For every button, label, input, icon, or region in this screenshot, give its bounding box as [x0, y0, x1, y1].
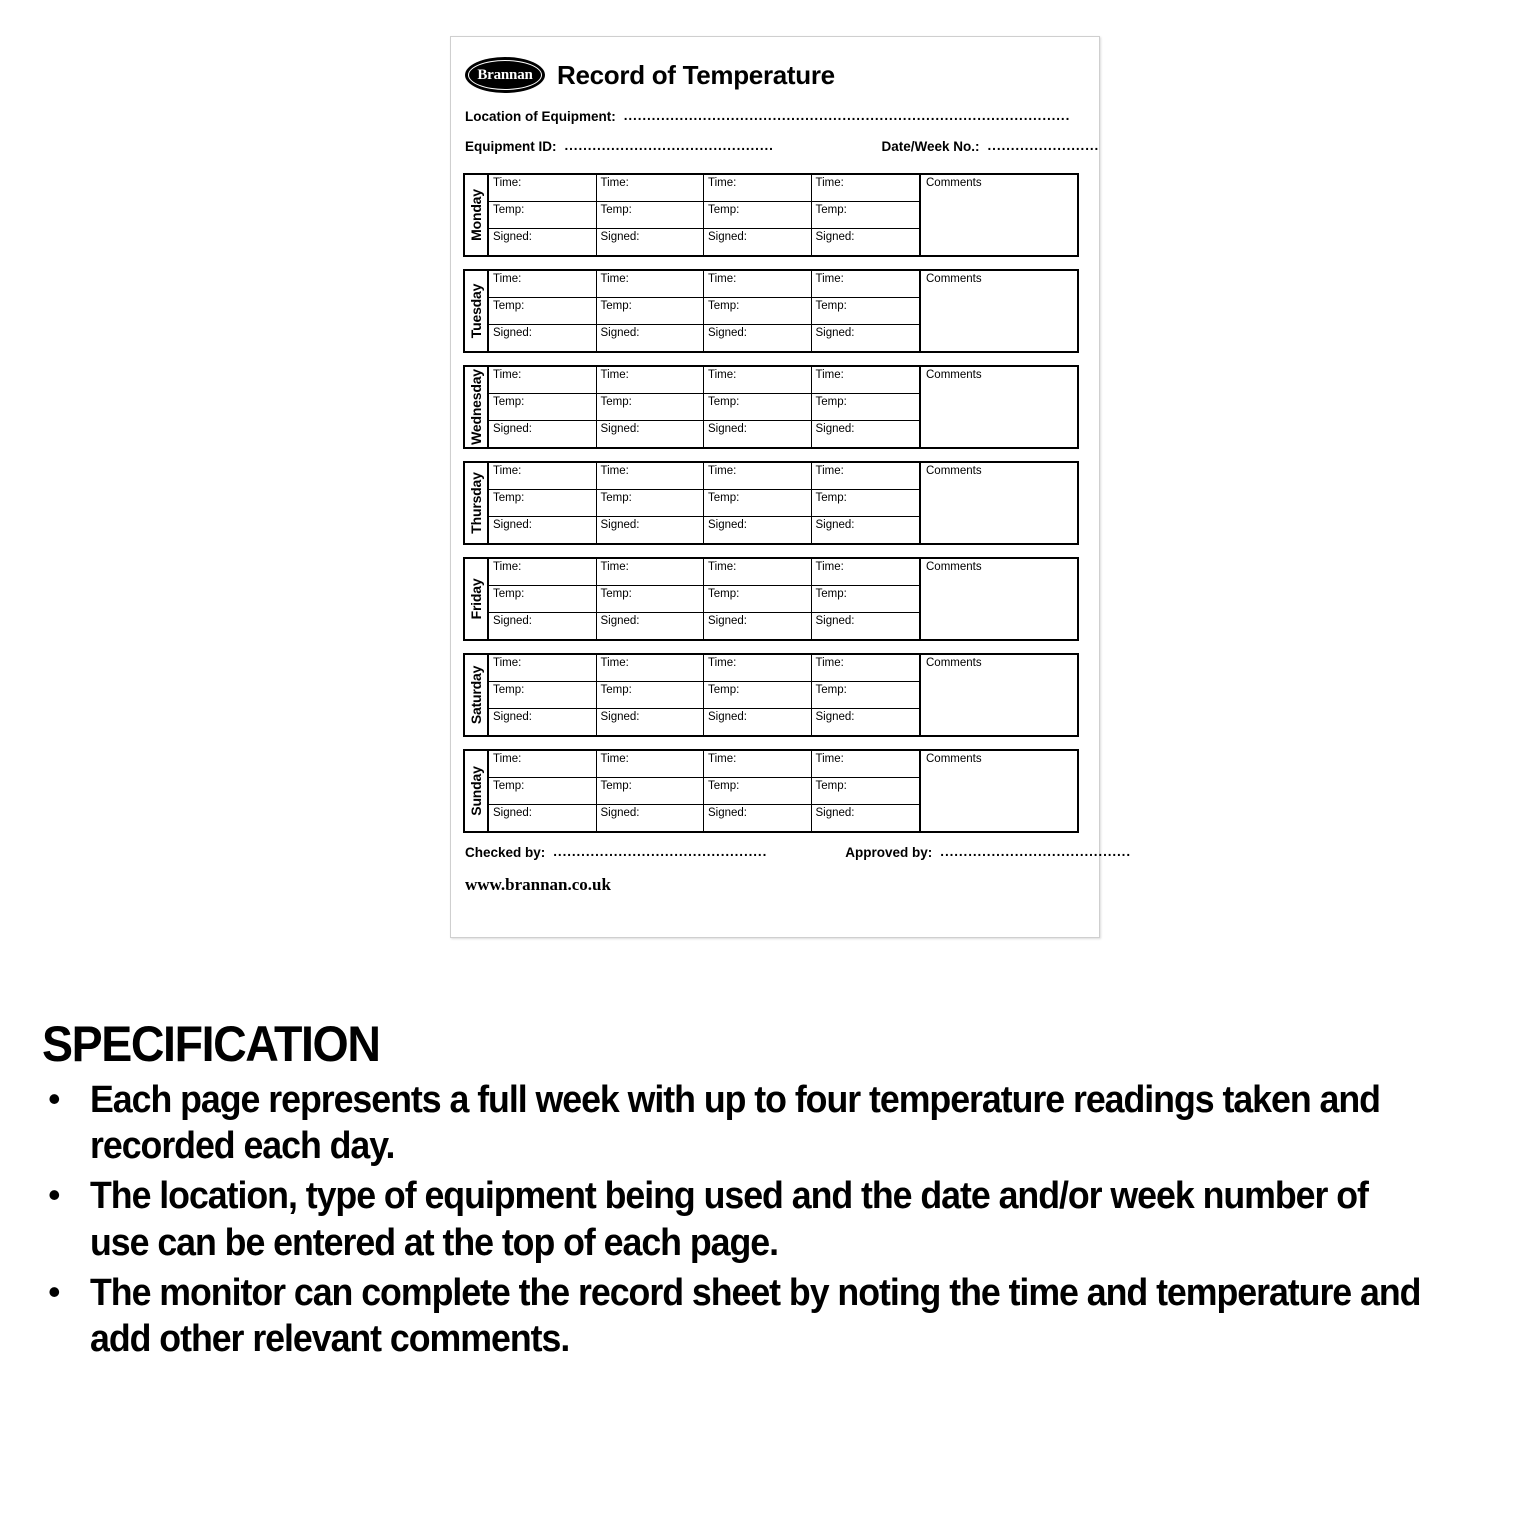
day-label-cell [465, 559, 489, 639]
day-block [463, 653, 1079, 737]
time-field[interactable]: Time: [704, 175, 811, 202]
time-field[interactable]: Time: [812, 751, 920, 778]
temp-field[interactable]: Temp: [489, 394, 596, 421]
time-field[interactable]: Time: [489, 175, 596, 202]
approved-by-input[interactable]: ......................................... [940, 844, 1131, 859]
specification-section [42, 1018, 1442, 1367]
signed-field[interactable]: Signed: [708, 807, 748, 819]
reading-columns [489, 559, 919, 639]
signed-field[interactable]: Signed: [708, 711, 748, 723]
time-field[interactable]: Time: [597, 655, 704, 682]
bullet-icon: • [48, 1270, 61, 1312]
temp-field[interactable]: Temp: [812, 490, 920, 517]
temp-field[interactable]: Temp: [597, 586, 704, 613]
day-block [463, 461, 1079, 545]
temp-field[interactable]: Temp: [489, 778, 596, 805]
reading-column [489, 175, 597, 255]
temp-field[interactable]: Temp: [704, 682, 811, 709]
temp-field[interactable]: Temp: [597, 490, 704, 517]
equipment-id-input[interactable]: ............................................. [564, 138, 774, 153]
day-label-cell [465, 463, 489, 543]
time-field[interactable]: Time: [597, 175, 704, 202]
comments-field[interactable]: Comments [919, 463, 1077, 543]
temp-field[interactable]: Temp: [704, 202, 811, 229]
day-label: Monday [468, 189, 484, 241]
meta-fields [465, 108, 1100, 169]
signed-field[interactable]: Signed: [708, 423, 748, 435]
reading-column [704, 463, 812, 543]
time-field[interactable]: Time: [489, 559, 596, 586]
day-label: Thursday [468, 472, 484, 534]
comments-field[interactable]: Comments [919, 271, 1077, 351]
temp-field[interactable]: Temp: [489, 298, 596, 325]
approved-by-label: Approved by: [845, 845, 933, 860]
temp-field[interactable]: Temp: [489, 490, 596, 517]
comments-field[interactable]: Comments [919, 655, 1077, 735]
time-field[interactable]: Time: [704, 655, 811, 682]
reading-column [812, 367, 920, 447]
day-label: Friday [468, 578, 484, 620]
reading-column [704, 175, 812, 255]
temp-field[interactable]: Temp: [812, 394, 920, 421]
reading-columns [489, 463, 919, 543]
day-block [463, 749, 1079, 833]
reading-column [489, 271, 597, 351]
sign-off-row [465, 844, 1131, 860]
specification-item-text: The monitor can complete the record sheet by noting the time and temperature and add other relevant comments. [90, 1271, 1421, 1361]
signed-field[interactable]: Signed: [815, 327, 855, 339]
location-of-equipment-row [465, 109, 1085, 139]
reading-column [704, 655, 812, 735]
signed-field[interactable]: Signed: [815, 231, 855, 243]
specification-heading: SPECIFICATION [42, 1016, 380, 1072]
reading-column [489, 463, 597, 543]
reading-column [489, 559, 597, 639]
reading-column [704, 367, 812, 447]
signed-field[interactable]: Signed: [493, 519, 533, 531]
signed-field[interactable]: Signed: [600, 711, 640, 723]
day-label: Tuesday [468, 283, 484, 339]
reading-column [704, 271, 812, 351]
time-field[interactable]: Time: [489, 655, 596, 682]
reading-column [597, 271, 705, 351]
comments-field[interactable]: Comments [919, 175, 1077, 255]
day-label-cell [465, 751, 489, 831]
reading-column [812, 271, 920, 351]
signed-field[interactable]: Signed: [815, 807, 855, 819]
comments-field[interactable]: Comments [919, 751, 1077, 831]
day-block [463, 269, 1079, 353]
day-block [463, 173, 1079, 257]
temp-field[interactable]: Temp: [489, 202, 596, 229]
temp-field[interactable]: Temp: [489, 586, 596, 613]
day-block [463, 365, 1079, 449]
temp-field[interactable]: Temp: [489, 682, 596, 709]
day-label-cell [465, 271, 489, 351]
time-field[interactable]: Time: [489, 463, 596, 490]
temp-field[interactable]: Temp: [704, 394, 811, 421]
time-field[interactable]: Time: [597, 751, 704, 778]
reading-column [704, 751, 812, 831]
signed-field[interactable]: Signed: [600, 231, 640, 243]
reading-column [489, 367, 597, 447]
time-field[interactable]: Time: [489, 271, 596, 298]
card-header [465, 53, 1085, 97]
signed-field[interactable]: Signed: [600, 519, 640, 531]
record-of-temperature-card [450, 36, 1131, 938]
signed-field[interactable]: Signed: [493, 711, 533, 723]
brand-logo-label: Brannan [477, 66, 533, 83]
time-field[interactable]: Time: [812, 367, 920, 394]
signed-field[interactable]: Signed: [493, 327, 533, 339]
temp-field[interactable]: Temp: [704, 778, 811, 805]
checked-by-label: Checked by: [465, 845, 546, 860]
time-field[interactable]: Time: [489, 367, 596, 394]
day-label: Wednesday [468, 369, 484, 445]
time-field[interactable]: Time: [597, 463, 704, 490]
signed-field[interactable]: Signed: [493, 807, 533, 819]
day-label-cell [465, 367, 489, 447]
time-field[interactable]: Time: [704, 367, 811, 394]
time-field[interactable]: Time: [597, 559, 704, 586]
location-of-equipment-label: Location of Equipment: [465, 109, 616, 124]
equipment-id-label: Equipment ID: [465, 139, 557, 154]
signed-field[interactable]: Signed: [493, 231, 533, 243]
reading-column [812, 463, 920, 543]
specification-item [42, 1270, 1442, 1363]
day-label-cell [465, 655, 489, 735]
signed-field[interactable]: Signed: [600, 615, 640, 627]
time-field[interactable]: Time: [704, 463, 811, 490]
temp-field[interactable]: Temp: [704, 298, 811, 325]
website-link[interactable]: www.brannan.co.uk [465, 875, 611, 894]
weekly-record-table [463, 173, 1079, 845]
time-field[interactable]: Time: [704, 751, 811, 778]
specification-item-text: The location, type of equipment being used and the date and/or week number of use can be entered at the top of each page. [90, 1175, 1368, 1264]
specification-item [42, 1077, 1442, 1170]
signed-field[interactable]: Signed: [815, 423, 855, 435]
temp-field[interactable]: Temp: [597, 298, 704, 325]
date-week-no-input[interactable]: ........................ [987, 138, 1100, 153]
reading-column [597, 751, 705, 831]
reading-column [597, 367, 705, 447]
time-field[interactable]: Time: [597, 367, 704, 394]
specification-item [42, 1173, 1442, 1266]
reading-column [812, 559, 920, 639]
reading-column [597, 463, 705, 543]
signed-field[interactable]: Signed: [708, 231, 748, 243]
day-label: Saturday [468, 665, 484, 725]
time-field[interactable]: Time: [812, 271, 920, 298]
signed-field[interactable]: Signed: [708, 519, 748, 531]
reading-column [704, 559, 812, 639]
temp-field[interactable]: Temp: [597, 202, 704, 229]
equipment-id-row [465, 138, 1100, 169]
checked-by-input[interactable]: .............................................. [553, 844, 768, 859]
temp-field[interactable]: Temp: [812, 202, 920, 229]
reading-column [489, 751, 597, 831]
signed-field[interactable]: Signed: [600, 327, 640, 339]
temp-field[interactable]: Temp: [812, 778, 920, 805]
location-of-equipment-input[interactable]: ................................................................................................ [623, 108, 1071, 123]
time-field[interactable]: Time: [489, 751, 596, 778]
reading-column [597, 559, 705, 639]
date-week-no-label: Date/Week No.: [881, 139, 980, 154]
specification-list [42, 1077, 1442, 1363]
time-field[interactable]: Time: [812, 463, 920, 490]
time-field[interactable]: Time: [812, 655, 920, 682]
reading-column [597, 655, 705, 735]
signed-field[interactable]: Signed: [600, 423, 640, 435]
day-label: Sunday [468, 766, 484, 816]
signed-field[interactable]: Signed: [815, 519, 855, 531]
bullet-icon: • [48, 1077, 61, 1119]
reading-column [597, 175, 705, 255]
signed-field[interactable]: Signed: [815, 711, 855, 723]
temp-field[interactable]: Temp: [812, 682, 920, 709]
reading-column [812, 751, 920, 831]
temp-field[interactable]: Temp: [597, 778, 704, 805]
brannan-logo-icon [465, 57, 545, 93]
page-title: Record of Temperature [557, 59, 835, 90]
day-label-cell [465, 175, 489, 255]
reading-columns [489, 175, 919, 255]
reading-columns [489, 367, 919, 447]
time-field[interactable]: Time: [812, 559, 920, 586]
signed-field[interactable]: Signed: [493, 615, 533, 627]
day-block [463, 557, 1079, 641]
temp-field[interactable]: Temp: [597, 394, 704, 421]
reading-columns [489, 751, 919, 831]
comments-field[interactable]: Comments [919, 367, 1077, 447]
reading-column [812, 175, 920, 255]
bullet-icon: • [48, 1174, 61, 1216]
temp-field[interactable]: Temp: [812, 586, 920, 613]
time-field[interactable]: Time: [597, 271, 704, 298]
reading-column [812, 655, 920, 735]
signed-field[interactable]: Signed: [815, 615, 855, 627]
reading-columns [489, 655, 919, 735]
signed-field[interactable]: Signed: [708, 615, 748, 627]
reading-column [489, 655, 597, 735]
temp-field[interactable]: Temp: [812, 298, 920, 325]
time-field[interactable]: Time: [704, 271, 811, 298]
time-field[interactable]: Time: [812, 175, 920, 202]
time-field[interactable]: Time: [704, 559, 811, 586]
signed-field[interactable]: Signed: [708, 327, 748, 339]
specification-item-text: Each page represents a full week with up to four temperature readings taken and recorded each day. [90, 1078, 1380, 1167]
signed-field[interactable]: Signed: [600, 807, 640, 819]
comments-field[interactable]: Comments [919, 559, 1077, 639]
temp-field[interactable]: Temp: [704, 490, 811, 517]
reading-columns [489, 271, 919, 351]
signed-field[interactable]: Signed: [493, 423, 533, 435]
temp-field[interactable]: Temp: [597, 682, 704, 709]
temp-field[interactable]: Temp: [704, 586, 811, 613]
